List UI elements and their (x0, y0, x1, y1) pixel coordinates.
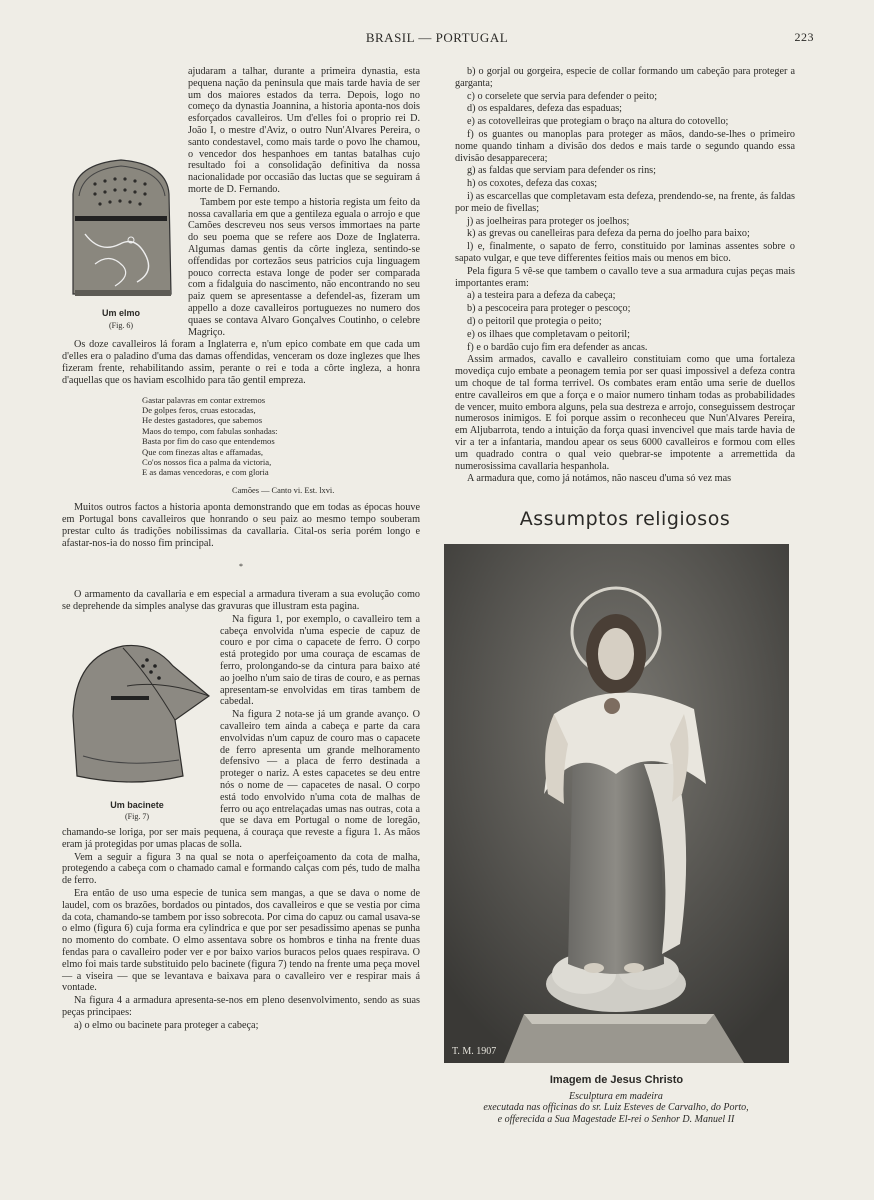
paragraph: O armamento da cavallaria e em especial a armadura tiveram a sua evolução como se deprehende da simples analyse das gravuras que illustram esta pagina. (62, 589, 420, 612)
list-item: d) os espaldares, defeza das espaduas; (467, 103, 623, 115)
paragraph: Pela figura 5 vê-se que tambem o cavallo teve a sua armadura cujas peças mais importantes eram: (455, 265, 795, 289)
left-column (62, 66, 420, 1033)
bascinet-illustration (63, 636, 211, 796)
list-item: i) as escarcellas que completavam esta defeza, prendendo-se, na frente, ás faldas por meio de fivellas; (455, 190, 795, 214)
figure-6-number: (Fig. 6) (109, 320, 133, 330)
running-title: BRASIL — PORTUGAL (365, 30, 509, 45)
list-item: a) a testeira para a defeza da cabeça; (467, 290, 616, 302)
poem-line: Que com finezas altas e affamadas, (142, 446, 264, 457)
paragraph: a) o elmo ou bacinete para proteger a cabeça; (74, 1019, 259, 1031)
poem-quote (142, 395, 420, 497)
poem-line: De golpes feros, cruas estocadas, (142, 404, 256, 415)
helmet-illustration (65, 154, 177, 304)
page-number: 223 (794, 30, 814, 44)
list-item: f) e o bardão cujo fim era defender as ancas. (467, 341, 648, 353)
right-column (455, 66, 795, 486)
list-item: h) os coxotes, defeza das coxas; (467, 178, 598, 190)
photo-caption (430, 1091, 802, 1125)
poem-line: E as damas vencedoras, e com gloria (142, 467, 269, 478)
list-item: f) os guantes ou manoplas para proteger as mãos, dando-se-lhes o primeiro nome quando tinham a divisão dos dedos e mais tarde o segundo quando essa divisão desapparecera; (455, 128, 795, 164)
poem-line: Gastar palavras em contar extremos (142, 394, 266, 405)
poem-line: He destes gastadores, que sabemos (142, 415, 263, 426)
list-item: d) o peitoril que protegia o peito; (467, 315, 602, 327)
list-item: k) as grevas ou canelleiras para defeza da perna do joelho para baixo; (467, 228, 750, 240)
list-item: j) as joelheiras para proteger os joelhos; (467, 215, 630, 227)
paragraph: Na figura 4 a armadura apresenta-se-nos em pleno desenvolvimento, sendo as suas peças principaes: (62, 995, 420, 1019)
page-header (60, 30, 814, 50)
paragraph: ajudaram a talhar, durante a primeira dynastia, esta pequena nação da peninsula que mais tarde havia de ser um dos maiores estados da terra. Depois, logo no começo da dynastia Joannina, a historia aponta-nos dois esforçados cavalleiros. Um d'elles foi o proprio rei D. João I, o mestre d'Aviz, o outro Nun'Alvares Pereira, o santo condestavel, como mais tarde o povo lhe chamou, o vencedor dos hespanhoes em tantas batalhas cujo resultado foi a consolidação definitiva da nossa nacionalidade por occasião das luctas que se seguiram á morte de D. Fernando. (188, 66, 420, 195)
paragraph: Os doze cavalleiros lá foram a Inglaterra e, n'um epico combate em que cada um d'elles era o paladino d'uma das damas offendidas, venceram os doze inglezes que lhes fizeram frente, rehabilitando assim, perante o rei e toda a côrte ingleza, a honra d'aquellas que os haviam escolhido para tão gentil empreza. (62, 339, 420, 386)
list-item: l) e, finalmente, o sapato de ferro, constituido por laminas assentes sobre o sapato vulgar, e que teve differentes feitios mais ou menos em bico. (455, 241, 795, 264)
statue-photograph (444, 544, 789, 1063)
paragraph: Na figura 2 nota-se já um grande avanço. O cavalleiro tem ainda a cabeça e parte da cara envolvidas n'um capuz de couro mas o capacete de ferro apresenta um grande melhoramento defensivo — a placa de ferro destinada a proteger o nariz. A estes capacetes se deu entre nós o nome de — capacetes de nasal. O corpo está todo envolvido n'uma cota de malhas de ferro ou aço entrelaçadas umas nas outras, cota a que se dava em Portugal o nome de loregão, chamando-se loriga, por ser mais pequena, á couraça que reveste a figura 1. As mãos eram já protegidas por umas placas de solla. (62, 709, 420, 850)
caption-line: e offerecida a Sua Magestade El-rei o Senhor D. Manuel II (497, 1113, 735, 1125)
paragraph: A armadura que, como já notámos, não nasceu d'uma só vez mas (467, 473, 732, 485)
section-title: Assumptos religiosos (519, 508, 731, 530)
figure-6-name: Um elmo (101, 307, 140, 318)
figure-6 (62, 154, 180, 331)
list-item: e) os ilhaes que completavam o peitoril; (467, 328, 630, 340)
paragraph: Assim armados, cavallo e cavalleiro constituiam como que uma fortaleza movediça cujo embate a peonagem temia por ser quasi impossivel a defeza contra um choque de tal forma terrivel. Os combates eram então uma serie de duellos entre cavalleiros em que a força e o maior numero tinham todas as probabilidades de vencer, muito embora alguns, pela sua destreza e arrojo, conseguissem destroçar numerosos inimigos. E foi porque assim o reconheceu que Nun'Alvares Pereira, em Aljubarrota, tendo a intuição da força quasi invencivel que mais tarde havia de vir a ter a infantaria, mandou apear os seus 6000 cavalleiros e formou com elles um quadrado contra o qual veio quebrar-se impotente a arremettida da numerosissima cavallaria hespanhola. (455, 354, 795, 472)
poem-line: Maos do tempo, com fabulas sonhadas: (142, 425, 278, 436)
figure-7-number: (Fig. 7) (125, 812, 149, 822)
paragraph: Vem a seguir a figura 3 na qual se nota o aperfeiçoamento da cota de malha, protegendo a cabeça com o chamado camal e formando calças com pés, tudo de malha de ferro. (62, 851, 420, 887)
paragraph: Na figura 1, por exemplo, o cavalleiro tem a cabeça envolvida n'uma especie de capuz de couro e por cima o capacete de ferro. O corpo está protegido por uma couraça de escamas de ferro, prolongando-se da cintura para baixo até ao joelho n'um saio de tiras de couro, e as pernas apresentam-se envolvidas em tiras tambem de cabedal. (220, 613, 420, 708)
poem-source: Camões — Canto vi. Est. lxvi. (232, 485, 335, 495)
paragraph: Muitos outros factos a historia aponta demonstrando que em todas as épocas houve em Portugal bons cavalleiros que honrando o seu paiz ao mesmo tempo souberam prestar culto ás tradições nobilissimas da cavallaria. Cital-os seria porém longo e afastar-nos-ia do nosso fim principal. (62, 502, 420, 549)
caption-line: executada nas officinas do sr. Luiz Esteves de Carvalho, do Porto, (483, 1102, 749, 1114)
figure-7 (62, 636, 212, 823)
poem-line: Basta por fim do caso que entendemos (142, 436, 275, 447)
list-item: e) as cotovelleiras que protegiam o braço na altura do cotovello; (467, 116, 729, 128)
list-item: b) a pescoceira para proteger o pescoço; (467, 303, 631, 315)
list-item: c) o corselete que servia para defender o peito; (467, 90, 658, 102)
list-item: g) as faldas que serviam para defender os rins; (467, 165, 656, 177)
photo-title: Imagem de Jesus Christo (549, 1074, 684, 1086)
photo-signature: T. M. 1907 (452, 1046, 497, 1057)
figure-7-name: Um bacinete (110, 799, 164, 810)
paragraph: Era então de uso uma especie de tunica sem mangas, a que se dava o nome de laudel, com os brazões, bordados ou pintados, dos cavalleiros e que se vestia por cima da cota, chamando-se tambem por isso sobrecota. Por cima do capuz ou camal usava-se o elmo (figura 6) cuja forma era cylindrica e que por ser pesadissimo apenas se punha no momento do combate. O elmo assentava sobre os hombros e tinha na frente duas fendas para o cavalleiro poder ver e por baixo varios buracos pelos quaes respirava. O elmo foi mais tarde substituido pelo bacinete (figura 7) tendo na frente uma peça movel — a viseira — que se levantava e baixava para o cavalleiro ver e respirar mais á vontade. (62, 888, 420, 994)
list-item: b) o gorjal ou gorgeira, especie de collar formando um cabeção para proteger a garganta; (455, 66, 795, 89)
paragraph: Tambem por este tempo a historia regista um feito da nossa cavallaria em que a gentileza eguala o arrojo e que Camões descreveu nos seus versos immortaes na parte do seu poema que se refere aos Doze de Inglaterra. Algumas damas gentis da côrte ingleza, sentindo-se offendidas por cortezãos seus patricios cuja linguagem pouco correcta estava longe de poder ser comparada com a fidalguia do nascimento, não encontrando no seu paiz quem se apresentasse a defendel-as, fizeram um appello a doze cavalleiros portuguezes no numero dos quaes se contava Alvaro Gonçalves Coutinho, o celebre Magriço. (188, 196, 420, 338)
section-divider: * (239, 562, 243, 572)
jesus-statue-image (444, 544, 789, 1063)
caption-line: Esculptura em madeira (569, 1091, 663, 1102)
poem-line: Co'os nossos fica a palma da victoria, (142, 456, 272, 467)
